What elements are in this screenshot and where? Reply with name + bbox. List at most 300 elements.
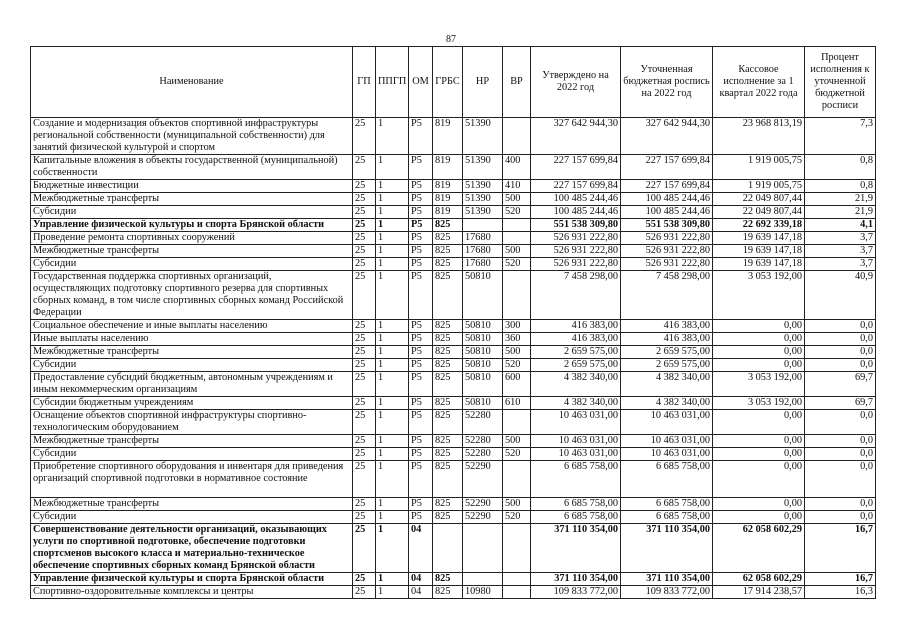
cell-approved: 10 463 031,00 bbox=[531, 435, 621, 448]
cell-percent: 0,0 bbox=[805, 333, 876, 346]
cell-cash: 0,00 bbox=[713, 498, 805, 511]
table-row bbox=[31, 320, 876, 333]
cell-grbs bbox=[433, 524, 463, 573]
cell-cash: 22 049 807,44 bbox=[713, 206, 805, 219]
cell-np: 50810 bbox=[463, 271, 503, 320]
cell-percent: 16,7 bbox=[805, 573, 876, 586]
cell-cash: 0,00 bbox=[713, 410, 805, 435]
cell-gp: 25 bbox=[353, 511, 376, 524]
cell-om: P5 bbox=[409, 461, 433, 498]
cell-percent: 0,0 bbox=[805, 461, 876, 498]
cell-ppgp: 1 bbox=[376, 333, 409, 346]
cell-percent: 4,1 bbox=[805, 219, 876, 232]
cell-percent: 0,8 bbox=[805, 155, 876, 180]
cell-np: 52290 bbox=[463, 511, 503, 524]
cell-om: P5 bbox=[409, 498, 433, 511]
cell-np bbox=[463, 524, 503, 573]
cell-percent: 16,3 bbox=[805, 586, 876, 599]
cell-vr bbox=[503, 219, 531, 232]
cell-approved: 4 382 340,00 bbox=[531, 372, 621, 397]
cell-vr bbox=[503, 118, 531, 155]
cell-percent: 0,0 bbox=[805, 448, 876, 461]
cell-refined: 10 463 031,00 bbox=[621, 410, 713, 435]
cell-vr bbox=[503, 524, 531, 573]
header-approved: Утверждено на 2022 год bbox=[531, 47, 621, 118]
cell-approved: 227 157 699,84 bbox=[531, 180, 621, 193]
cell-om: P5 bbox=[409, 511, 433, 524]
header-om: ОМ bbox=[409, 47, 433, 118]
table-row bbox=[31, 435, 876, 448]
cell-refined: 227 157 699,84 bbox=[621, 180, 713, 193]
cell-approved: 416 383,00 bbox=[531, 333, 621, 346]
cell-refined: 10 463 031,00 bbox=[621, 448, 713, 461]
table-row bbox=[31, 346, 876, 359]
cell-approved: 416 383,00 bbox=[531, 320, 621, 333]
cell-np: 50810 bbox=[463, 320, 503, 333]
cell-np: 51390 bbox=[463, 180, 503, 193]
cell-grbs: 825 bbox=[433, 586, 463, 599]
table-row bbox=[31, 498, 876, 511]
cell-name: Оснащение объектов спортивной инфраструктуры спортивно-технологическим оборудованием bbox=[31, 410, 353, 435]
cell-vr: 410 bbox=[503, 180, 531, 193]
cell-name: Субсидии bbox=[31, 511, 353, 524]
header-refined: Уточненная бюджетная роспись на 2022 год bbox=[621, 47, 713, 118]
cell-approved: 526 931 222,80 bbox=[531, 232, 621, 245]
cell-ppgp: 1 bbox=[376, 258, 409, 271]
cell-vr: 610 bbox=[503, 397, 531, 410]
cell-np: 10980 bbox=[463, 586, 503, 599]
cell-vr bbox=[503, 461, 531, 498]
cell-np: 52290 bbox=[463, 461, 503, 498]
cell-percent: 3,7 bbox=[805, 232, 876, 245]
cell-cash: 0,00 bbox=[713, 346, 805, 359]
cell-grbs: 825 bbox=[433, 448, 463, 461]
cell-om: P5 bbox=[409, 232, 433, 245]
cell-ppgp: 1 bbox=[376, 155, 409, 180]
cell-grbs: 825 bbox=[433, 359, 463, 372]
cell-ppgp: 1 bbox=[376, 397, 409, 410]
cell-name: Капитальные вложения в объекты государственной (муниципальной) собственности bbox=[31, 155, 353, 180]
header-percent: Процент исполнения к уточненной бюджетной росписи bbox=[805, 47, 876, 118]
cell-name: Государственная поддержка спортивных организаций, осуществляющих подготовку спортивного резерва для спортивных сборных команд, в том числе спортивных сборных команд Российской Федерации bbox=[31, 271, 353, 320]
cell-vr: 500 bbox=[503, 346, 531, 359]
cell-om: P5 bbox=[409, 397, 433, 410]
table-row bbox=[31, 586, 876, 599]
cell-cash: 0,00 bbox=[713, 511, 805, 524]
cell-om: P5 bbox=[409, 206, 433, 219]
cell-cash: 62 058 602,29 bbox=[713, 524, 805, 573]
cell-np: 51390 bbox=[463, 118, 503, 155]
cell-name: Предоставление субсидий бюджетным, автономным учреждениям и иным некоммерческим организациям bbox=[31, 372, 353, 397]
cell-cash: 22 692 339,18 bbox=[713, 219, 805, 232]
cell-cash: 0,00 bbox=[713, 320, 805, 333]
table-row bbox=[31, 397, 876, 410]
cell-vr bbox=[503, 586, 531, 599]
cell-approved: 371 110 354,00 bbox=[531, 524, 621, 573]
cell-approved: 2 659 575,00 bbox=[531, 346, 621, 359]
cell-refined: 109 833 772,00 bbox=[621, 586, 713, 599]
cell-gp: 25 bbox=[353, 333, 376, 346]
cell-gp: 25 bbox=[353, 193, 376, 206]
cell-ppgp: 1 bbox=[376, 193, 409, 206]
cell-cash: 23 968 813,19 bbox=[713, 118, 805, 155]
cell-vr: 400 bbox=[503, 155, 531, 180]
cell-om: P5 bbox=[409, 193, 433, 206]
cell-percent: 3,7 bbox=[805, 245, 876, 258]
cell-cash: 1 919 005,75 bbox=[713, 155, 805, 180]
cell-approved: 327 642 944,30 bbox=[531, 118, 621, 155]
cell-om: P5 bbox=[409, 219, 433, 232]
table-row bbox=[31, 271, 876, 320]
header-cash: Кассовое исполнение за 1 квартал 2022 года bbox=[713, 47, 805, 118]
header-name: Наименование bbox=[31, 47, 353, 118]
table-row bbox=[31, 410, 876, 435]
cell-ppgp: 1 bbox=[376, 118, 409, 155]
cell-refined: 6 685 758,00 bbox=[621, 461, 713, 498]
cell-refined: 227 157 699,84 bbox=[621, 155, 713, 180]
cell-name: Создание и модернизация объектов спортивной инфраструктуры региональной собственности (муниципальной собственности) для занятий физической культурой и спортом bbox=[31, 118, 353, 155]
cell-approved: 6 685 758,00 bbox=[531, 461, 621, 498]
cell-name: Иные выплаты населению bbox=[31, 333, 353, 346]
cell-np bbox=[463, 219, 503, 232]
cell-gp: 25 bbox=[353, 219, 376, 232]
cell-ppgp: 1 bbox=[376, 232, 409, 245]
table-row bbox=[31, 180, 876, 193]
cell-percent: 7,3 bbox=[805, 118, 876, 155]
cell-name: Межбюджетные трансферты bbox=[31, 193, 353, 206]
cell-vr: 520 bbox=[503, 258, 531, 271]
cell-approved: 2 659 575,00 bbox=[531, 359, 621, 372]
cell-ppgp: 1 bbox=[376, 435, 409, 448]
cell-ppgp: 1 bbox=[376, 219, 409, 232]
cell-ppgp: 1 bbox=[376, 498, 409, 511]
table-row bbox=[31, 219, 876, 232]
cell-approved: 7 458 298,00 bbox=[531, 271, 621, 320]
cell-percent: 0,0 bbox=[805, 435, 876, 448]
cell-ppgp: 1 bbox=[376, 573, 409, 586]
cell-om: P5 bbox=[409, 180, 433, 193]
cell-percent: 0,0 bbox=[805, 511, 876, 524]
cell-name: Межбюджетные трансферты bbox=[31, 435, 353, 448]
header-grbs: ГРБС bbox=[433, 47, 463, 118]
header-vr: ВР bbox=[503, 47, 531, 118]
cell-percent: 0,0 bbox=[805, 498, 876, 511]
cell-om: P5 bbox=[409, 271, 433, 320]
cell-grbs: 825 bbox=[433, 320, 463, 333]
cell-name: Субсидии бюджетным учреждениям bbox=[31, 397, 353, 410]
cell-om: P5 bbox=[409, 372, 433, 397]
cell-percent: 0,0 bbox=[805, 320, 876, 333]
cell-gp: 25 bbox=[353, 410, 376, 435]
cell-om: P5 bbox=[409, 410, 433, 435]
cell-cash: 0,00 bbox=[713, 461, 805, 498]
header-np: НР bbox=[463, 47, 503, 118]
cell-ppgp: 1 bbox=[376, 461, 409, 498]
cell-percent: 16,7 bbox=[805, 524, 876, 573]
cell-gp: 25 bbox=[353, 586, 376, 599]
cell-om: P5 bbox=[409, 118, 433, 155]
cell-gp: 25 bbox=[353, 245, 376, 258]
cell-refined: 100 485 244,46 bbox=[621, 206, 713, 219]
cell-gp: 25 bbox=[353, 524, 376, 573]
cell-refined: 371 110 354,00 bbox=[621, 573, 713, 586]
cell-gp: 25 bbox=[353, 320, 376, 333]
cell-cash: 0,00 bbox=[713, 333, 805, 346]
cell-name: Субсидии bbox=[31, 206, 353, 219]
cell-vr: 500 bbox=[503, 498, 531, 511]
cell-cash: 19 639 147,18 bbox=[713, 245, 805, 258]
table-row bbox=[31, 511, 876, 524]
cell-ppgp: 1 bbox=[376, 180, 409, 193]
cell-ppgp: 1 bbox=[376, 206, 409, 219]
cell-np: 51390 bbox=[463, 206, 503, 219]
cell-vr: 360 bbox=[503, 333, 531, 346]
cell-np: 50810 bbox=[463, 397, 503, 410]
cell-ppgp: 1 bbox=[376, 448, 409, 461]
cell-approved: 10 463 031,00 bbox=[531, 410, 621, 435]
cell-name: Спортивно-оздоровительные комплексы и центры bbox=[31, 586, 353, 599]
cell-grbs: 825 bbox=[433, 333, 463, 346]
cell-refined: 100 485 244,46 bbox=[621, 193, 713, 206]
cell-gp: 25 bbox=[353, 359, 376, 372]
cell-approved: 10 463 031,00 bbox=[531, 448, 621, 461]
table-header-row bbox=[31, 47, 876, 118]
cell-grbs: 825 bbox=[433, 372, 463, 397]
table-row bbox=[31, 258, 876, 271]
cell-cash: 1 919 005,75 bbox=[713, 180, 805, 193]
cell-cash: 19 639 147,18 bbox=[713, 258, 805, 271]
cell-vr bbox=[503, 232, 531, 245]
cell-grbs: 825 bbox=[433, 461, 463, 498]
table-row bbox=[31, 372, 876, 397]
cell-approved: 109 833 772,00 bbox=[531, 586, 621, 599]
cell-refined: 2 659 575,00 bbox=[621, 359, 713, 372]
cell-grbs: 825 bbox=[433, 258, 463, 271]
cell-name: Управление физической культуры и спорта Брянской области bbox=[31, 219, 353, 232]
table-row bbox=[31, 155, 876, 180]
cell-name: Социальное обеспечение и иные выплаты населению bbox=[31, 320, 353, 333]
cell-name: Субсидии bbox=[31, 448, 353, 461]
cell-name: Субсидии bbox=[31, 359, 353, 372]
cell-ppgp: 1 bbox=[376, 524, 409, 573]
cell-om: P5 bbox=[409, 346, 433, 359]
cell-refined: 416 383,00 bbox=[621, 320, 713, 333]
cell-grbs: 819 bbox=[433, 118, 463, 155]
cell-percent: 40,9 bbox=[805, 271, 876, 320]
cell-refined: 526 931 222,80 bbox=[621, 245, 713, 258]
cell-grbs: 825 bbox=[433, 245, 463, 258]
cell-gp: 25 bbox=[353, 232, 376, 245]
cell-name: Межбюджетные трансферты bbox=[31, 498, 353, 511]
cell-approved: 6 685 758,00 bbox=[531, 511, 621, 524]
table-row bbox=[31, 448, 876, 461]
cell-cash: 3 053 192,00 bbox=[713, 271, 805, 320]
cell-percent: 0,0 bbox=[805, 346, 876, 359]
cell-ppgp: 1 bbox=[376, 586, 409, 599]
cell-gp: 25 bbox=[353, 206, 376, 219]
table-row bbox=[31, 461, 876, 498]
cell-approved: 6 685 758,00 bbox=[531, 498, 621, 511]
cell-grbs: 819 bbox=[433, 155, 463, 180]
cell-name: Межбюджетные трансферты bbox=[31, 245, 353, 258]
cell-grbs: 825 bbox=[433, 397, 463, 410]
cell-np: 51390 bbox=[463, 155, 503, 180]
cell-vr: 500 bbox=[503, 193, 531, 206]
cell-gp: 25 bbox=[353, 461, 376, 498]
cell-np bbox=[463, 573, 503, 586]
cell-cash: 3 053 192,00 bbox=[713, 397, 805, 410]
cell-gp: 25 bbox=[353, 346, 376, 359]
cell-vr bbox=[503, 271, 531, 320]
cell-name: Субсидии bbox=[31, 258, 353, 271]
cell-cash: 19 639 147,18 bbox=[713, 232, 805, 245]
cell-np: 52290 bbox=[463, 498, 503, 511]
page-number: 87 bbox=[446, 34, 456, 45]
cell-refined: 4 382 340,00 bbox=[621, 397, 713, 410]
header-ppgp: ППГП bbox=[376, 47, 409, 118]
cell-om: P5 bbox=[409, 320, 433, 333]
cell-refined: 6 685 758,00 bbox=[621, 498, 713, 511]
cell-name: Бюджетные инвестиции bbox=[31, 180, 353, 193]
table-row bbox=[31, 573, 876, 586]
cell-name: Совершенствование деятельности организаций, оказывающих услуги по спортивной подготовке, обеспечение подготовки спортсменов высокого класса и материально-техническое обеспечение спортивных сборных команд Брянской области bbox=[31, 524, 353, 573]
cell-gp: 25 bbox=[353, 180, 376, 193]
cell-np: 17680 bbox=[463, 232, 503, 245]
cell-vr: 600 bbox=[503, 372, 531, 397]
cell-np: 50810 bbox=[463, 333, 503, 346]
cell-refined: 4 382 340,00 bbox=[621, 372, 713, 397]
cell-ppgp: 1 bbox=[376, 245, 409, 258]
cell-cash: 22 049 807,44 bbox=[713, 193, 805, 206]
table-row bbox=[31, 118, 876, 155]
cell-percent: 0,0 bbox=[805, 359, 876, 372]
cell-percent: 0,8 bbox=[805, 180, 876, 193]
cell-vr: 300 bbox=[503, 320, 531, 333]
table-row bbox=[31, 359, 876, 372]
cell-vr: 520 bbox=[503, 359, 531, 372]
cell-gp: 25 bbox=[353, 372, 376, 397]
table-row bbox=[31, 245, 876, 258]
cell-refined: 6 685 758,00 bbox=[621, 511, 713, 524]
cell-grbs: 825 bbox=[433, 498, 463, 511]
cell-refined: 2 659 575,00 bbox=[621, 346, 713, 359]
cell-cash: 3 053 192,00 bbox=[713, 372, 805, 397]
cell-grbs: 825 bbox=[433, 219, 463, 232]
cell-cash: 0,00 bbox=[713, 435, 805, 448]
cell-cash: 0,00 bbox=[713, 359, 805, 372]
cell-grbs: 825 bbox=[433, 435, 463, 448]
cell-om: 04 bbox=[409, 573, 433, 586]
cell-percent: 69,7 bbox=[805, 372, 876, 397]
cell-ppgp: 1 bbox=[376, 359, 409, 372]
cell-np: 52280 bbox=[463, 448, 503, 461]
cell-approved: 100 485 244,46 bbox=[531, 206, 621, 219]
cell-grbs: 825 bbox=[433, 271, 463, 320]
cell-ppgp: 1 bbox=[376, 511, 409, 524]
cell-np: 50810 bbox=[463, 346, 503, 359]
cell-name: Управление физической культуры и спорта Брянской области bbox=[31, 573, 353, 586]
cell-om: P5 bbox=[409, 333, 433, 346]
cell-cash: 62 058 602,29 bbox=[713, 573, 805, 586]
cell-name: Приобретение спортивного оборудования и инвентаря для приведения организаций спортивной подготовки в нормативное состояние bbox=[31, 461, 353, 498]
cell-ppgp: 1 bbox=[376, 320, 409, 333]
table-row bbox=[31, 232, 876, 245]
cell-grbs: 819 bbox=[433, 180, 463, 193]
cell-vr: 520 bbox=[503, 511, 531, 524]
cell-grbs: 825 bbox=[433, 346, 463, 359]
cell-grbs: 825 bbox=[433, 511, 463, 524]
cell-np: 52280 bbox=[463, 435, 503, 448]
cell-np: 17680 bbox=[463, 245, 503, 258]
cell-grbs: 825 bbox=[433, 410, 463, 435]
cell-np: 50810 bbox=[463, 372, 503, 397]
cell-percent: 21,9 bbox=[805, 193, 876, 206]
table-row bbox=[31, 206, 876, 219]
cell-gp: 25 bbox=[353, 258, 376, 271]
cell-om: P5 bbox=[409, 155, 433, 180]
table-row bbox=[31, 333, 876, 346]
cell-om: P5 bbox=[409, 258, 433, 271]
cell-gp: 25 bbox=[353, 448, 376, 461]
cell-refined: 416 383,00 bbox=[621, 333, 713, 346]
cell-gp: 25 bbox=[353, 498, 376, 511]
cell-vr bbox=[503, 410, 531, 435]
cell-refined: 526 931 222,80 bbox=[621, 232, 713, 245]
cell-percent: 3,7 bbox=[805, 258, 876, 271]
cell-np: 51390 bbox=[463, 193, 503, 206]
cell-grbs: 819 bbox=[433, 193, 463, 206]
cell-np: 50810 bbox=[463, 359, 503, 372]
cell-vr: 520 bbox=[503, 206, 531, 219]
cell-om: P5 bbox=[409, 245, 433, 258]
cell-percent: 21,9 bbox=[805, 206, 876, 219]
cell-gp: 25 bbox=[353, 118, 376, 155]
cell-approved: 4 382 340,00 bbox=[531, 397, 621, 410]
cell-grbs: 825 bbox=[433, 232, 463, 245]
cell-gp: 25 bbox=[353, 435, 376, 448]
cell-ppgp: 1 bbox=[376, 271, 409, 320]
cell-refined: 526 931 222,80 bbox=[621, 258, 713, 271]
cell-om: P5 bbox=[409, 448, 433, 461]
cell-vr: 500 bbox=[503, 435, 531, 448]
cell-ppgp: 1 bbox=[376, 346, 409, 359]
cell-refined: 371 110 354,00 bbox=[621, 524, 713, 573]
cell-approved: 100 485 244,46 bbox=[531, 193, 621, 206]
cell-percent: 0,0 bbox=[805, 410, 876, 435]
cell-cash: 17 914 238,57 bbox=[713, 586, 805, 599]
cell-ppgp: 1 bbox=[376, 372, 409, 397]
cell-gp: 25 bbox=[353, 573, 376, 586]
cell-refined: 551 538 309,80 bbox=[621, 219, 713, 232]
cell-approved: 526 931 222,80 bbox=[531, 258, 621, 271]
header-gp: ГП bbox=[353, 47, 376, 118]
cell-vr bbox=[503, 573, 531, 586]
cell-approved: 371 110 354,00 bbox=[531, 573, 621, 586]
cell-name: Проведение ремонта спортивных сооружений bbox=[31, 232, 353, 245]
cell-om: P5 bbox=[409, 435, 433, 448]
table-row bbox=[31, 193, 876, 206]
cell-approved: 526 931 222,80 bbox=[531, 245, 621, 258]
budget-table bbox=[30, 46, 876, 599]
cell-approved: 551 538 309,80 bbox=[531, 219, 621, 232]
cell-refined: 10 463 031,00 bbox=[621, 435, 713, 448]
cell-refined: 327 642 944,30 bbox=[621, 118, 713, 155]
cell-cash: 0,00 bbox=[713, 448, 805, 461]
cell-om: P5 bbox=[409, 359, 433, 372]
cell-gp: 25 bbox=[353, 397, 376, 410]
cell-approved: 227 157 699,84 bbox=[531, 155, 621, 180]
cell-np: 17680 bbox=[463, 258, 503, 271]
